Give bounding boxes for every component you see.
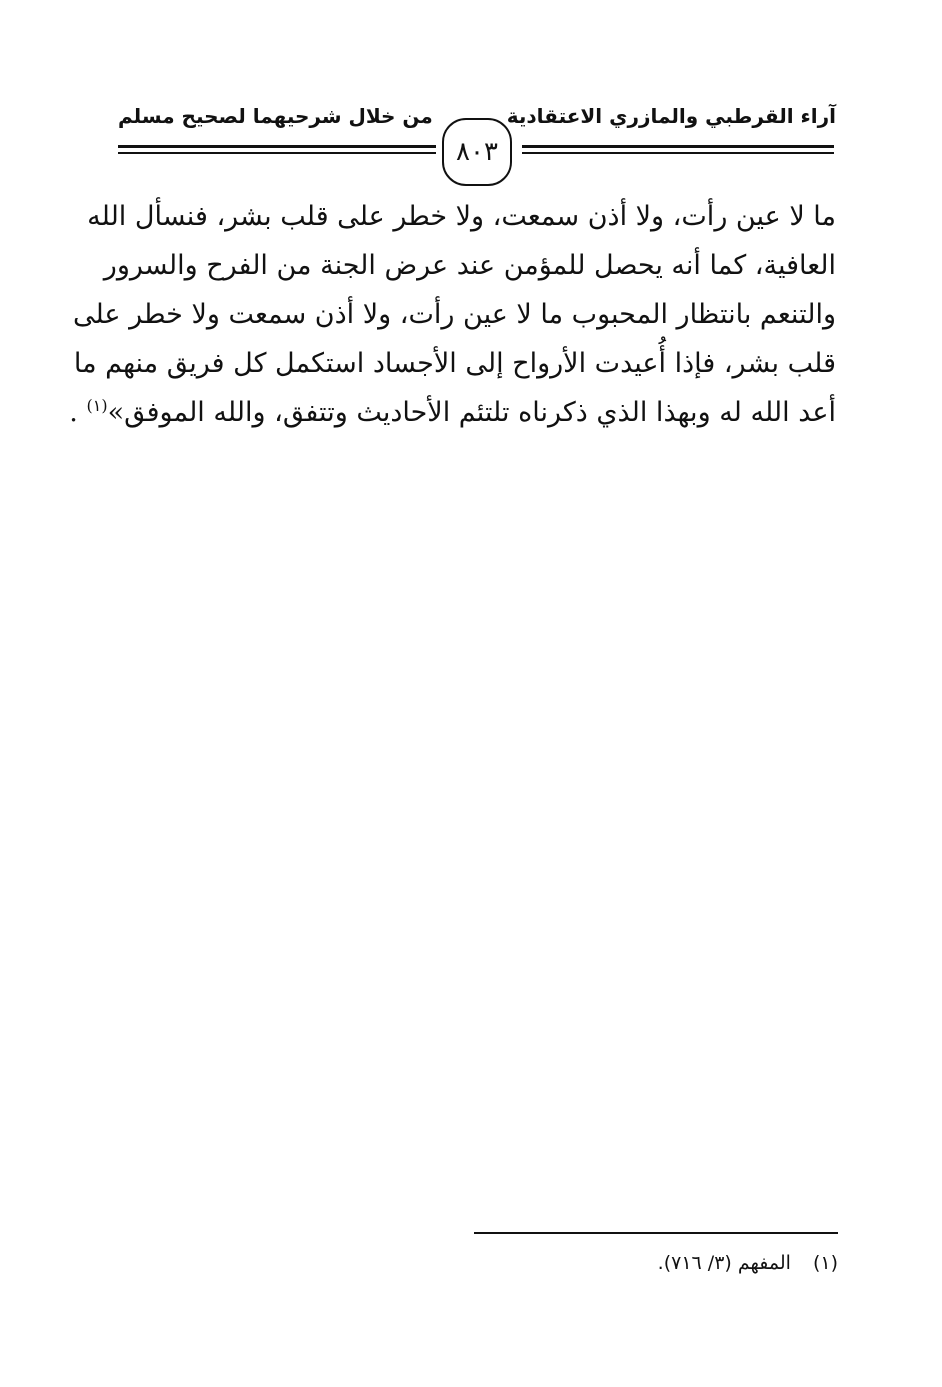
page-number: ٨٠٣: [456, 137, 498, 167]
header-rule-left-thick: [118, 145, 436, 148]
text-line: قلب بشر، فإذا أُعيدت الأرواح إلى الأجساد استكمل كل فريق منهم ما: [73, 348, 836, 379]
footnote-number: (١): [812, 1252, 838, 1274]
text-line: ما لا عين رأت، ولا أذن سمعت، ولا خطر على قلب بشر، فنسأل الله: [87, 201, 836, 232]
header-rule-right-thin: [522, 152, 834, 154]
header-rule-right-thick: [522, 145, 834, 148]
footnote-separator: [474, 1232, 838, 1234]
end-mark: .: [69, 397, 78, 428]
footnote-text: المفهم (٣/ ٧١٦).: [657, 1252, 791, 1274]
text-line: والتنعم بانتظار المحبوب ما لا عين رأت، ولا أذن سمعت ولا خطر على: [72, 299, 836, 330]
footnote: [658, 1252, 838, 1274]
text-line-last: [69, 388, 836, 437]
text-line: أعد الله له وبهذا الذي ذكرناه تلتئم الأحاديث وتتفق، والله الموفق»: [107, 397, 836, 428]
page-number-badge: [442, 118, 512, 186]
main-text: [69, 192, 836, 437]
text-line: العافية، كما أنه يحصل للمؤمن عند عرض الجنة من الفرح والسرور: [103, 250, 836, 281]
header-rule-left-thin: [118, 152, 436, 154]
footnote-reference[interactable]: (١): [86, 396, 108, 415]
running-header-book-title: آراء القرطبي والمازري الاعتقادية: [506, 104, 836, 128]
running-header-subtitle: من خلال شرحيهما لصحيح مسلم: [118, 104, 433, 128]
